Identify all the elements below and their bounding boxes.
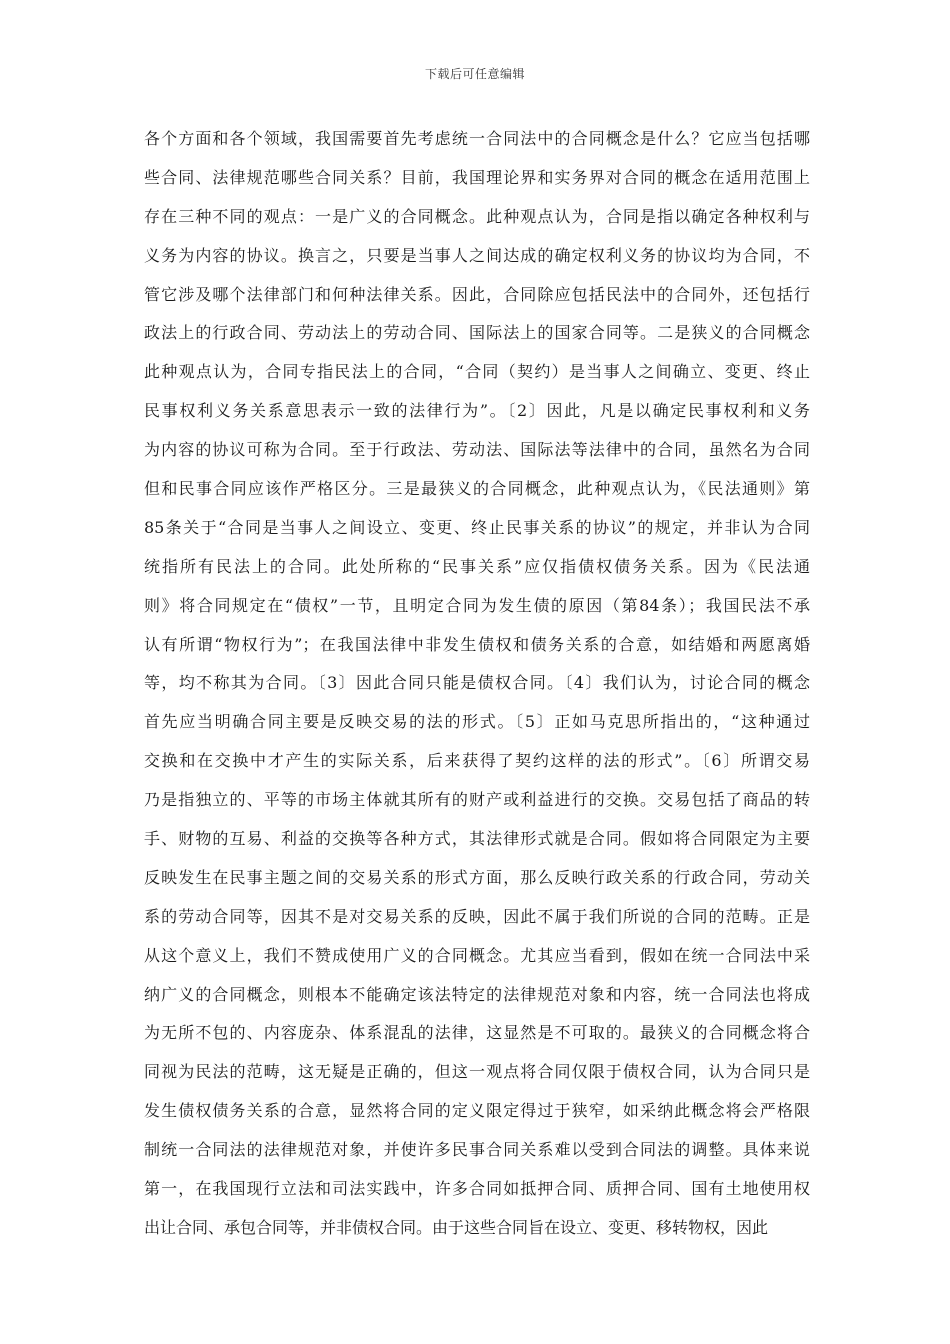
text-line: 制统一合同法的法律规范对象，并使许多民事合同关系难以受到合同法的调整。具体来说	[144, 1140, 810, 1160]
text-line: 首先应当明确合同主要是反映交易的法的形式。〔5〕正如马克思所指出的，“这种通过	[144, 712, 810, 732]
text-line: 出让合同、承包合同等，并非债权合同。由于这些合同旨在设立、变更、移转物权，因此	[144, 1217, 769, 1237]
text-line: 手、财物的互易、利益的交换等各种方式，其法律形式就是合同。假如将合同限定为主要	[144, 829, 810, 849]
text-line: 政法上的行政合同、劳动法上的劳动合同、国际法上的国家合同等。二是狭义的合同概念	[144, 323, 810, 343]
text-line: 但和民事合同应该作严格区分。三是最狭义的合同概念，此种观点认为，《民法通则》第	[144, 479, 810, 499]
text-line: 从这个意义上，我们不赞成使用广义的合同概念。尤其应当看到，假如在统一合同法中采	[144, 945, 810, 965]
text-line: 系的劳动合同等，因其不是对交易关系的反映，因此不属于我们所说的合同的范畴。正是	[144, 906, 810, 926]
text-line: 发生债权债务关系的合意，显然将合同的定义限定得过于狭窄，如采纳此概念将会严格限	[144, 1101, 810, 1121]
text-line: 民事权利义务关系意思表示一致的法律行为”。〔2〕因此，凡是以确定民事权利和义务	[144, 401, 810, 421]
text-line: 统指所有民法上的合同。此处所称的“民事关系”应仅指债权债务关系。因为《民法通	[144, 556, 810, 576]
text-line: 认有所谓“物权行为”；在我国法律中非发生债权和债务关系的合意，如结婚和两愿离婚	[144, 634, 810, 654]
text-line: 等，均不称其为合同。〔3〕因此合同只能是债权合同。〔4〕我们认为，讨论合同的概念	[144, 673, 810, 693]
body-text	[144, 120, 810, 1248]
text-line: 乃是指独立的、平等的市场主体就其所有的财产或利益进行的交换。交易包括了商品的转	[144, 790, 810, 810]
text-line: 管它涉及哪个法律部门和何种法律关系。因此，合同除应包括民法中的合同外，还包括行	[144, 284, 810, 304]
text-line: 各个方面和各个领域，我国需要首先考虑统一合同法中的合同概念是什么？它应当包括哪	[144, 129, 810, 148]
text-line: 为内容的协议可称为合同。至于行政法、劳动法、国际法等法律中的合同，虽然名为合同	[144, 440, 810, 460]
text-line: 纳广义的合同概念，则根本不能确定该法特定的法律规范对象和内容，统一合同法也将成	[144, 984, 810, 1004]
text-line: 交换和在交换中才产生的实际关系，后来获得了契约这样的法的形式”。〔6〕所谓交易	[144, 751, 810, 771]
text-line: 则》将合同规定在“债权”一节，且明定合同为发生债的原因（第84条）；我国民法不承	[144, 595, 810, 615]
text-line: 义务为内容的协议。换言之，只要是当事人之间达成的确定权利义务的协议均为合同，不	[144, 245, 810, 265]
text-line: 些合同、法律规范哪些合同关系？目前，我国理论界和实务界对合同的概念在适用范围上	[144, 167, 810, 187]
text-line: 此种观点认为，合同专指民法上的合同，“合同（契约）是当事人之间确立、变更、终止	[144, 362, 810, 382]
page-header: 下载后可任意编辑	[424, 67, 525, 81]
text-line: 存在三种不同的观点：一是广义的合同概念。此种观点认为，合同是指以确定各种权利与	[144, 206, 810, 226]
text-line: 反映发生在民事主题之间的交易关系的形式方面，那么反映行政关系的行政合同，劳动关	[144, 867, 810, 887]
text-line: 为无所不包的、内容庞杂、体系混乱的法律，这显然是不可取的。最狭义的合同概念将合	[144, 1023, 810, 1043]
text-line: 85条关于“合同是当事人之间设立、变更、终止民事关系的协议”的规定，并非认为合同	[144, 517, 810, 537]
text-line: 第一，在我国现行立法和司法实践中，许多合同如抵押合同、质押合同、国有土地使用权	[144, 1179, 810, 1199]
text-line: 同视为民法的范畴，这无疑是正确的，但这一观点将合同仅限于债权合同，认为合同只是	[144, 1062, 810, 1082]
